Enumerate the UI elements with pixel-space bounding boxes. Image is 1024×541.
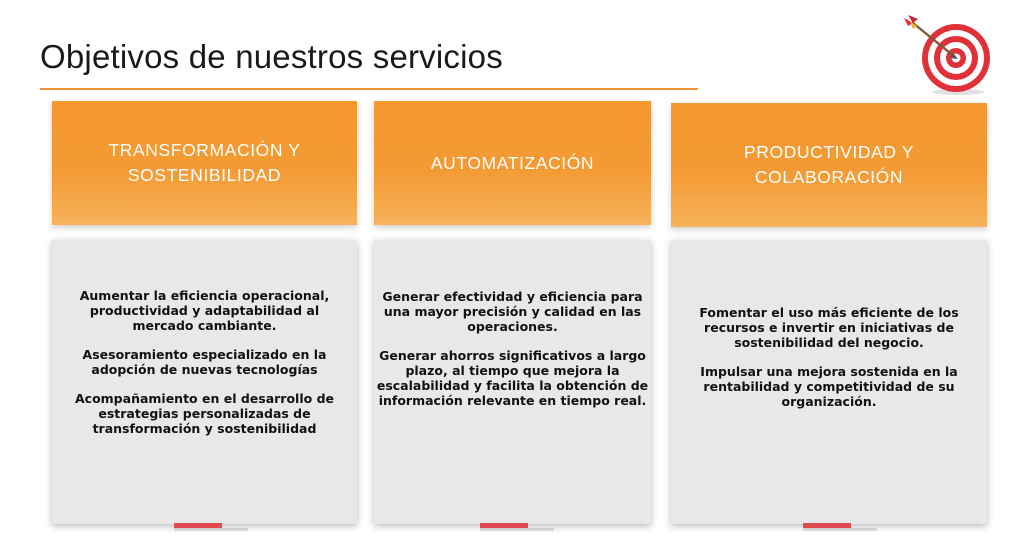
accent-shadow — [803, 528, 877, 531]
title-underline — [40, 88, 698, 90]
card-paragraph: Asesoramiento especializado en la adopción de nuevas tecnologías — [82, 347, 327, 377]
card-header-transformacion — [52, 101, 357, 225]
card-body-productividad — [671, 240, 987, 524]
slide-title: Objetivos de nuestros servicios — [40, 38, 503, 75]
accent-bar — [803, 523, 851, 528]
card-paragraph: Aumentar la eficiencia operacional, productividad y adaptabilidad al mercado cambiante. — [79, 288, 330, 333]
card-body-automatizacion — [374, 240, 651, 524]
card-paragraph: Impulsar una mejora sostenida en la rentabilidad y competitividad de su organización. — [700, 364, 958, 409]
card-paragraph: Generar ahorros significativos a largo plazo, al tiempo que mejora la escalabilidad y facilita la obtención de información relevante en tiempo real. — [376, 348, 649, 408]
accent-shadow — [174, 528, 248, 531]
accent-bar — [480, 523, 528, 528]
accent-bar — [174, 523, 222, 528]
card-paragraph: Generar efectividad y eficiencia para una mayor precisión y calidad en las operaciones. — [382, 289, 643, 334]
card-paragraph: Acompañamiento en el desarrollo de estrategias personalizadas de transformación y sostenibilidad — [74, 391, 334, 436]
card-heading: PRODUCTIVIDAD Y COLABORACIÓN — [743, 142, 915, 187]
card-heading: AUTOMATIZACIÓN — [430, 152, 595, 173]
target-with-arrow-icon — [898, 14, 994, 96]
card-body-transformacion — [52, 240, 357, 524]
card-heading: TRANSFORMACIÓN Y SOSTENIBILIDAD — [108, 140, 301, 185]
card-paragraph: Fomentar el uso más eficiente de los recursos e invertir en iniciativas de sostenibilidad del negocio. — [699, 305, 959, 350]
accent-shadow — [480, 528, 554, 531]
card-header-automatizacion — [374, 101, 651, 225]
card-header-productividad — [671, 103, 987, 227]
